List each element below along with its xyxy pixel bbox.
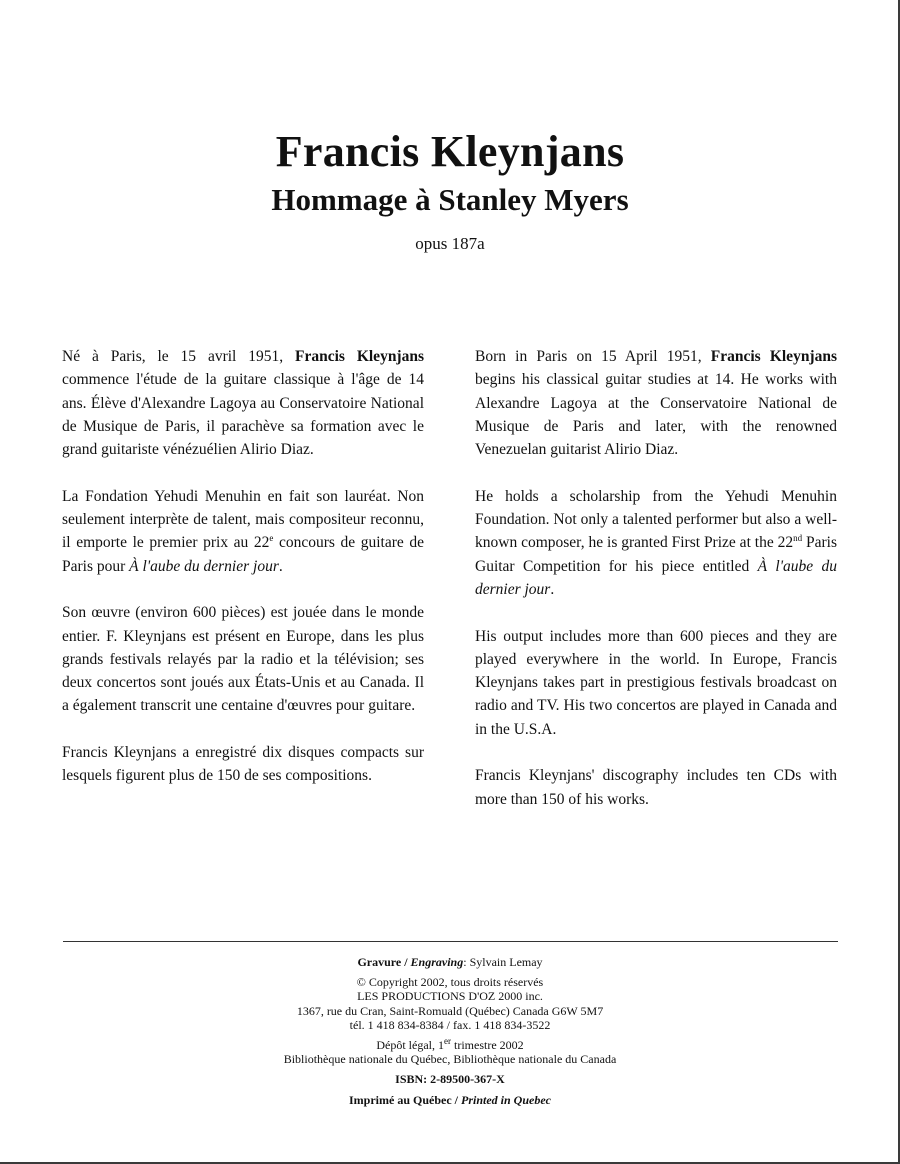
- en-paragraph-4: Francis Kleynjans' discography includes ten CDs with more than 150 of his works.: [475, 767, 837, 808]
- libraries-line: Bibliothèque nationale du Québec, Bibliothèque nationale du Canada: [283, 1052, 617, 1067]
- en-work-title: À l'aube du dernier jour: [475, 557, 837, 598]
- fr-paragraph-1: Né à Paris, le 15 avril 1951, Francis Kleynjans commence l'étude de la guitare classique à l'âge de 14 ans. Élève d'Alexandre Lagoya au Conservatoire National de Musique de Paris, il parachève sa formation avec le grand guitariste vénézuélien Alirio Diaz.: [62, 348, 424, 459]
- fr-composer-name: Francis Kleynjans: [295, 348, 424, 365]
- printed-in: Imprimé au Québec / Printed in Quebec: [349, 1092, 551, 1107]
- publisher-address: 1367, rue du Cran, Saint-Romuald (Québec) Canada G6W 5M7: [296, 1003, 604, 1018]
- divider-line: [63, 941, 838, 942]
- en-paragraph-1: Born in Paris on 15 April 1951, Francis Kleynjans begins his classical guitar studies at 14. He works with Alexandre Lagoya at the Conservatoire National de Musique de Paris and later, with the renowned Venezuelan guitarist Alirio Diaz.: [475, 348, 837, 459]
- work-title: Hommage à Stanley Myers: [271, 182, 629, 217]
- opus-number: opus 187a: [415, 234, 485, 253]
- en-paragraph-3: His output includes more than 600 pieces and they are played everywhere in the world. In Europe, Francis Kleynjans takes part in prestigious festivals broadcast on radio and TV. His two concertos are played in Canada and in the U.S.A.: [475, 627, 837, 738]
- en-paragraph-2: He holds a scholarship from the Yehudi Menuhin Foundation. Not only a talented performer but also a well-known composer, he is granted First Prize at the 22nd Paris Guitar Competition for his piece entitled À l'aube du dernier jour.: [475, 487, 837, 598]
- en-composer-name: Francis Kleynjans: [710, 348, 837, 365]
- legal-deposit: Dépôt légal, 1er trimestre 2002: [376, 1036, 524, 1053]
- engraving-credit: Gravure / Engraving: Sylvain Lemay: [357, 955, 543, 969]
- biography-english: [475, 345, 837, 834]
- biography-french: [62, 345, 424, 811]
- isbn: ISBN: 2-89500-367-X: [395, 1072, 505, 1087]
- fr-paragraph-4: Francis Kleynjans a enregistré dix disques compacts sur lesquels figurent plus de 150 de ses compositions.: [62, 744, 424, 785]
- publisher-name: LES PRODUCTIONS D'OZ 2000 inc.: [357, 989, 543, 1004]
- colophon: [0, 955, 900, 1107]
- composer-name: Francis Kleynjans: [275, 127, 625, 176]
- copyright-line: © Copyright 2002, tous droits réservés: [356, 975, 544, 990]
- fr-work-title: À l'aube du dernier jour: [129, 557, 279, 575]
- fr-paragraph-3: Son œuvre (environ 600 pièces) est jouée dans le monde entier. F. Kleynjans est présent en Europe, dans les plus grands festivals relayés par la radio et la télévision; ses deux concertos sont joués aux États-Unis et au Canada. Il a également transcrit une centaine d'œuvres pour guitare.: [62, 604, 424, 715]
- publisher-phone: tél. 1 418 834-8384 / fax. 1 418 834-3522: [349, 1017, 551, 1032]
- fr-paragraph-2: La Fondation Yehudi Menuhin en fait son lauréat. Non seulement interprète de talent, mais compositeur reconnu, il emporte le premier prix au 22e concours de guitare de Paris pour À l'aube du dernier jour.: [62, 487, 424, 575]
